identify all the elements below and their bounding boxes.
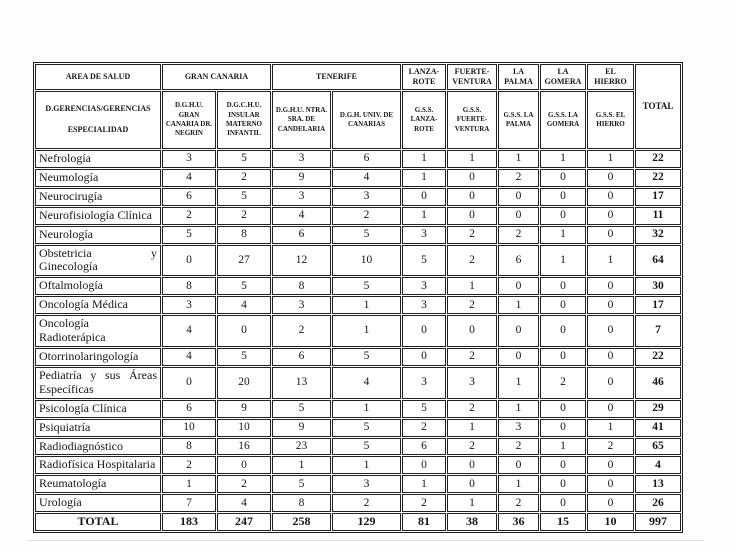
value-cell: 5 [217,188,271,206]
value-cell: 0 [540,419,586,437]
value-cell: 0 [587,296,634,314]
value-cell: 12 [272,245,331,277]
header-dghu-candelaria: D.G.H.U. NTRA. SRA. DE CANDELARIA [272,91,331,149]
value-cell: 0 [587,456,634,474]
value-cell: 4 [272,207,331,225]
value-cell: 3 [402,277,446,295]
specialty-cell: Psiquiatría [35,419,161,437]
value-cell: 0 [162,245,216,277]
value-cell: 16 [217,438,271,456]
value-cell: 0 [587,226,634,244]
total-value-cell: 10 [587,513,634,531]
value-cell: 3 [162,296,216,314]
header-la-palma: LA PALMA [498,64,539,90]
value-cell: 3 [447,367,497,399]
scan-artifact-line [28,540,704,541]
value-cell: 1 [332,296,401,314]
row-total-cell: 65 [635,438,681,456]
value-cell: 0 [447,188,497,206]
row-total-cell: 4 [635,456,681,474]
specialty-cell: Oftalmología [35,277,161,295]
header-total: TOTAL [635,64,681,149]
value-cell: 6 [332,150,401,168]
value-cell: 0 [447,475,497,493]
table-row [35,475,681,493]
value-cell: 2 [587,438,634,456]
value-cell: 3 [402,296,446,314]
value-cell: 1 [587,150,634,168]
row-total-cell: 30 [635,277,681,295]
header-area-de-salud: AREA DE SALUD [35,64,161,90]
value-cell: 1 [402,169,446,187]
row-total-cell: 13 [635,475,681,493]
row-total-cell: 64 [635,245,681,277]
header-gerencias-especialidad [35,91,161,149]
row-total-cell: 22 [635,150,681,168]
row-total-cell: 17 [635,188,681,206]
specialty-cell: Urología [35,494,161,512]
row-total-cell: 46 [635,367,681,399]
value-cell: 2 [447,296,497,314]
value-cell: 9 [272,419,331,437]
value-cell: 1 [332,400,401,418]
total-row [35,513,681,531]
value-cell: 3 [272,296,331,314]
value-cell: 1 [272,456,331,474]
value-cell: 1 [587,419,634,437]
value-cell: 5 [332,226,401,244]
value-cell: 2 [402,494,446,512]
table-body [35,150,681,512]
value-cell: 0 [447,169,497,187]
value-cell: 1 [447,419,497,437]
value-cell: 3 [402,226,446,244]
value-cell: 2 [498,494,539,512]
specialty-cell: Obstetricia y Ginecología [35,245,161,277]
value-cell: 2 [162,456,216,474]
value-cell: 4 [162,315,216,347]
value-cell: 3 [332,188,401,206]
value-cell: 27 [217,245,271,277]
value-cell: 0 [498,207,539,225]
value-cell: 3 [272,150,331,168]
value-cell: 0 [587,277,634,295]
total-value-cell: 129 [332,513,401,531]
header-dgh-univ-canarias: D.G.H. UNIV. DE CANARIAS [332,91,401,149]
value-cell: 0 [162,367,216,399]
header-gss-la-gomera: G.S.S. LA GOMERA [540,91,586,149]
value-cell: 0 [540,188,586,206]
total-value-cell: 183 [162,513,216,531]
value-cell: 1 [402,475,446,493]
value-cell: 5 [332,277,401,295]
value-cell: 2 [447,438,497,456]
value-cell: 1 [447,277,497,295]
value-cell: 1 [498,296,539,314]
value-cell: 5 [162,226,216,244]
value-cell: 0 [540,315,586,347]
value-cell: 6 [272,348,331,366]
value-cell: 9 [217,400,271,418]
table-row [35,315,681,347]
value-cell: 0 [540,475,586,493]
value-cell: 20 [217,367,271,399]
header-el-hierro: EL HIERRO [587,64,634,90]
value-cell: 5 [217,348,271,366]
value-cell: 0 [447,315,497,347]
value-cell: 2 [272,315,331,347]
value-cell: 0 [498,315,539,347]
value-cell: 2 [217,475,271,493]
value-cell: 2 [402,419,446,437]
specialty-cell: Pediatría y sus Áreas Específicas [35,367,161,399]
value-cell: 0 [540,348,586,366]
value-cell: 1 [332,456,401,474]
value-cell: 0 [587,400,634,418]
value-cell: 1 [587,245,634,277]
header-row-areas [35,64,681,90]
value-cell: 6 [162,400,216,418]
table-row [35,277,681,295]
table-row [35,348,681,366]
value-cell: 3 [498,419,539,437]
value-cell: 0 [498,348,539,366]
table-row [35,188,681,206]
value-cell: 1 [402,207,446,225]
table-row [35,494,681,512]
value-cell: 5 [402,245,446,277]
value-cell: 5 [402,400,446,418]
value-cell: 1 [498,150,539,168]
table-header [35,64,681,149]
value-cell: 5 [272,400,331,418]
value-cell: 6 [272,226,331,244]
value-cell: 1 [402,150,446,168]
value-cell: 0 [402,315,446,347]
value-cell: 2 [217,169,271,187]
value-cell: 0 [587,494,634,512]
value-cell: 0 [540,277,586,295]
value-cell: 6 [498,245,539,277]
value-cell: 10 [332,245,401,277]
value-cell: 2 [447,245,497,277]
value-cell: 8 [217,226,271,244]
header-gran-canaria: GRAN CANARIA [162,64,271,90]
value-cell: 2 [498,169,539,187]
value-cell: 4 [332,367,401,399]
value-cell: 3 [272,188,331,206]
value-cell: 0 [402,348,446,366]
table-row [35,456,681,474]
value-cell: 13 [272,367,331,399]
table-row [35,245,681,277]
value-cell: 2 [498,226,539,244]
specialty-cell: Oncología Radioterápica [35,315,161,347]
total-value-cell: 81 [402,513,446,531]
specialty-cell: Neumología [35,169,161,187]
value-cell: 0 [540,400,586,418]
value-cell: 0 [447,456,497,474]
value-cell: 4 [162,169,216,187]
value-cell: 0 [217,456,271,474]
total-value-cell: 36 [498,513,539,531]
value-cell: 10 [217,419,271,437]
specialty-cell: Neurología [35,226,161,244]
value-cell: 5 [332,438,401,456]
value-cell: 1 [447,150,497,168]
header-gss-la-palma: G.S.S. LA PALMA [498,91,539,149]
header-la-gomera: LA GOMERA [540,64,586,90]
table-row [35,169,681,187]
header-gss-el-hierro: G.S.S. EL HIERRO [587,91,634,149]
value-cell: 0 [540,296,586,314]
gerencias-line2: ESPECIALIDAD [67,125,129,134]
value-cell: 5 [217,150,271,168]
value-cell: 0 [447,207,497,225]
value-cell: 2 [447,348,497,366]
value-cell: 4 [217,296,271,314]
value-cell: 23 [272,438,331,456]
value-cell: 4 [162,348,216,366]
value-cell: 8 [272,494,331,512]
specialty-cell: Otorrinolaringología [35,348,161,366]
grand-total-cell: 997 [635,513,681,531]
value-cell: 3 [402,367,446,399]
row-total-cell: 11 [635,207,681,225]
header-row-gerencias [35,91,681,149]
value-cell: 0 [498,188,539,206]
value-cell: 5 [272,475,331,493]
value-cell: 2 [447,400,497,418]
value-cell: 5 [332,348,401,366]
value-cell: 4 [217,494,271,512]
gerencias-line1: D.GERENCIAS/GERENCIAS [45,104,151,114]
value-cell: 1 [498,367,539,399]
specialty-cell: Oncología Médica [35,296,161,314]
value-cell: 1 [498,475,539,493]
value-cell: 0 [217,315,271,347]
value-cell: 0 [587,475,634,493]
value-cell: 2 [332,494,401,512]
row-total-cell: 22 [635,169,681,187]
value-cell: 5 [332,419,401,437]
value-cell: 9 [272,169,331,187]
value-cell: 1 [540,226,586,244]
value-cell: 0 [587,207,634,225]
header-lanzarote: LANZA-ROTE [402,64,446,90]
specialty-cell: Reumatología [35,475,161,493]
row-total-cell: 17 [635,296,681,314]
value-cell: 2 [162,207,216,225]
table-row [35,226,681,244]
table-row [35,296,681,314]
value-cell: 2 [332,207,401,225]
header-fuerteventura: FUERTE-VENTURA [447,64,497,90]
value-cell: 5 [217,277,271,295]
value-cell: 0 [587,315,634,347]
value-cell: 8 [162,438,216,456]
value-cell: 1 [540,245,586,277]
value-cell: 1 [332,315,401,347]
value-cell: 0 [540,456,586,474]
value-cell: 3 [162,150,216,168]
value-cell: 4 [332,169,401,187]
row-total-cell: 22 [635,348,681,366]
row-total-cell: 41 [635,419,681,437]
specialty-cell: Psicología Clínica [35,400,161,418]
value-cell: 10 [162,419,216,437]
value-cell: 0 [498,277,539,295]
value-cell: 0 [402,456,446,474]
value-cell: 1 [447,494,497,512]
header-dgchu-insular-materno-infantil: D.G.C.H.U. INSULAR MATERNO INFANTIL [217,91,271,149]
value-cell: 0 [498,456,539,474]
specialty-cell: Neurofisiología Clínica [35,207,161,225]
value-cell: 6 [402,438,446,456]
value-cell: 0 [540,169,586,187]
total-value-cell: 15 [540,513,586,531]
total-label-cell: TOTAL [35,513,161,531]
value-cell: 0 [587,367,634,399]
header-gss-fuerteventura: G.S.S. FUERTE-VENTURA [447,91,497,149]
total-value-cell: 38 [447,513,497,531]
value-cell: 0 [540,207,586,225]
value-cell: 1 [498,400,539,418]
table-footer [35,513,681,531]
specialty-cell: Radiodiagnóstico [35,438,161,456]
table-row [35,150,681,168]
header-gss-lanzarote: G.S.S. LANZA-ROTE [402,91,446,149]
value-cell: 2 [498,438,539,456]
table-row [35,207,681,225]
specialties-table [33,62,683,533]
value-cell: 3 [332,475,401,493]
value-cell: 0 [587,348,634,366]
header-dghu-gran-canaria-negrin: D.G.H.U. GRAN CANARIA DR. NEGRIN [162,91,216,149]
value-cell: 2 [447,226,497,244]
header-tenerife: TENERIFE [272,64,401,90]
value-cell: 8 [272,277,331,295]
value-cell: 1 [162,475,216,493]
value-cell: 1 [540,150,586,168]
table-row [35,438,681,456]
row-total-cell: 26 [635,494,681,512]
value-cell: 6 [162,188,216,206]
specialty-cell: Neurocirugía [35,188,161,206]
row-total-cell: 32 [635,226,681,244]
table-row [35,367,681,399]
table-row [35,400,681,418]
value-cell: 7 [162,494,216,512]
row-total-cell: 29 [635,400,681,418]
value-cell: 8 [162,277,216,295]
total-value-cell: 258 [272,513,331,531]
value-cell: 1 [540,438,586,456]
value-cell: 2 [217,207,271,225]
value-cell: 2 [540,367,586,399]
specialty-cell: Nefrología [35,150,161,168]
table-row [35,419,681,437]
value-cell: 0 [587,169,634,187]
value-cell: 0 [540,494,586,512]
value-cell: 0 [402,188,446,206]
value-cell: 0 [587,188,634,206]
row-total-cell: 7 [635,315,681,347]
specialty-cell: Radiofísica Hospitalaria [35,456,161,474]
total-value-cell: 247 [217,513,271,531]
